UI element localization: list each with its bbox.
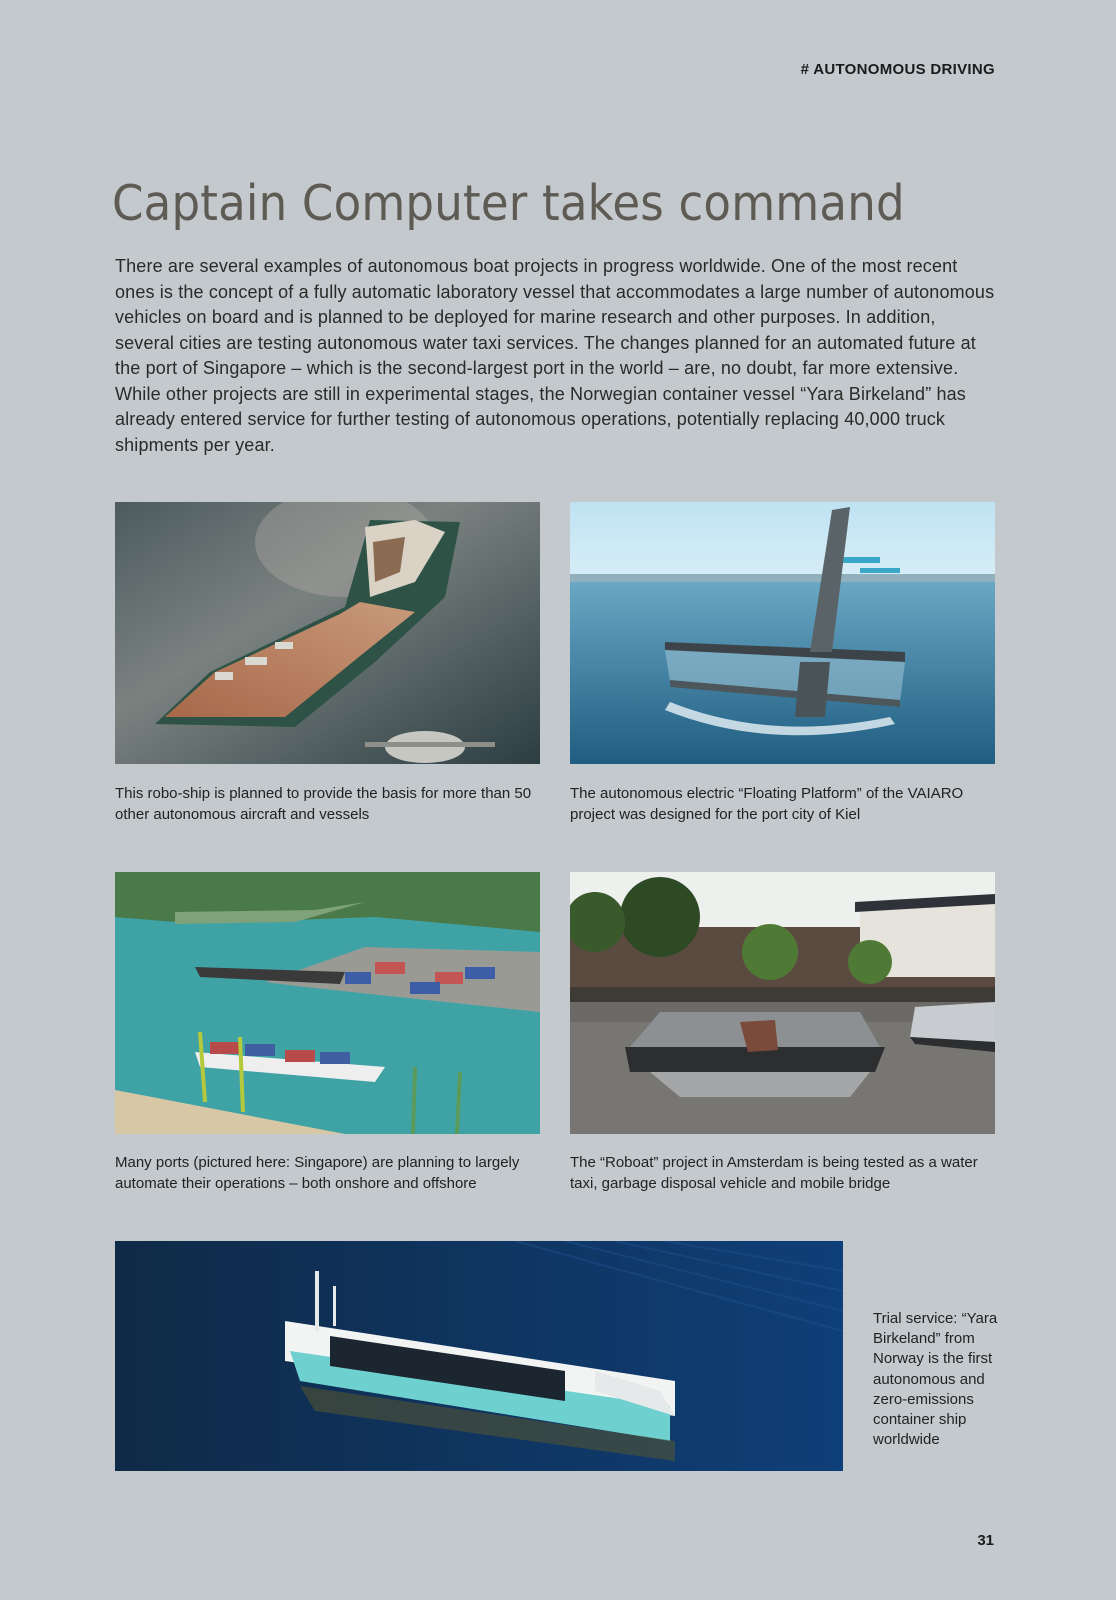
roboat-caption: The “Roboat” project in Amsterdam is being tested as a water taxi, garbage disposal vehicle and mobile bridge	[570, 1154, 978, 1192]
singapore-port-caption: Many ports (pictured here: Singapore) are planning to largely automate their operations – both onshore and offshore	[115, 1154, 520, 1192]
yara-birkeland-image	[115, 1241, 843, 1471]
yara-birkeland-caption: Trial service: “Yara Birkeland” from Norway is the first autonomous and zero-emissions container ship worldwide	[873, 1310, 998, 1449]
page-title: Captain Computer takes command	[112, 175, 905, 232]
robo-ship-caption: This robo-ship is planned to provide the basis for more than 50 other autonomous aircraft and vessels	[115, 785, 532, 823]
roboat-image	[570, 872, 995, 1134]
floating-platform-image	[570, 502, 995, 764]
robo-ship-image	[115, 502, 540, 764]
floating-platform-caption: The autonomous electric “Floating Platform” of the VAIARO project was designed for the port city of Kiel	[570, 785, 964, 823]
lead-paragraph: There are several examples of autonomous boat projects in progress worldwide. One of the most recent ones is the concept of a fully automatic laboratory vessel that accommodates a large number of autonomous vehicles on board and is planned to be deployed for marine research and other purposes. In addition, several cities are testing autonomous water taxi services. The changes planned for an automated future at the port of Singapore – which is the second-largest port in the world – are, no doubt, far more extensive. While other projects are still in experimental stages, the Norwegian container vessel “Yara Birkeland” has already entered service for further testing of autonomous operations, potentially replacing 40,000 truck shipments per year.	[115, 256, 995, 455]
section-tag: # AUTONOMOUS DRIVING	[800, 61, 995, 78]
singapore-port-image	[115, 872, 540, 1134]
page-number: 31	[977, 1532, 994, 1549]
